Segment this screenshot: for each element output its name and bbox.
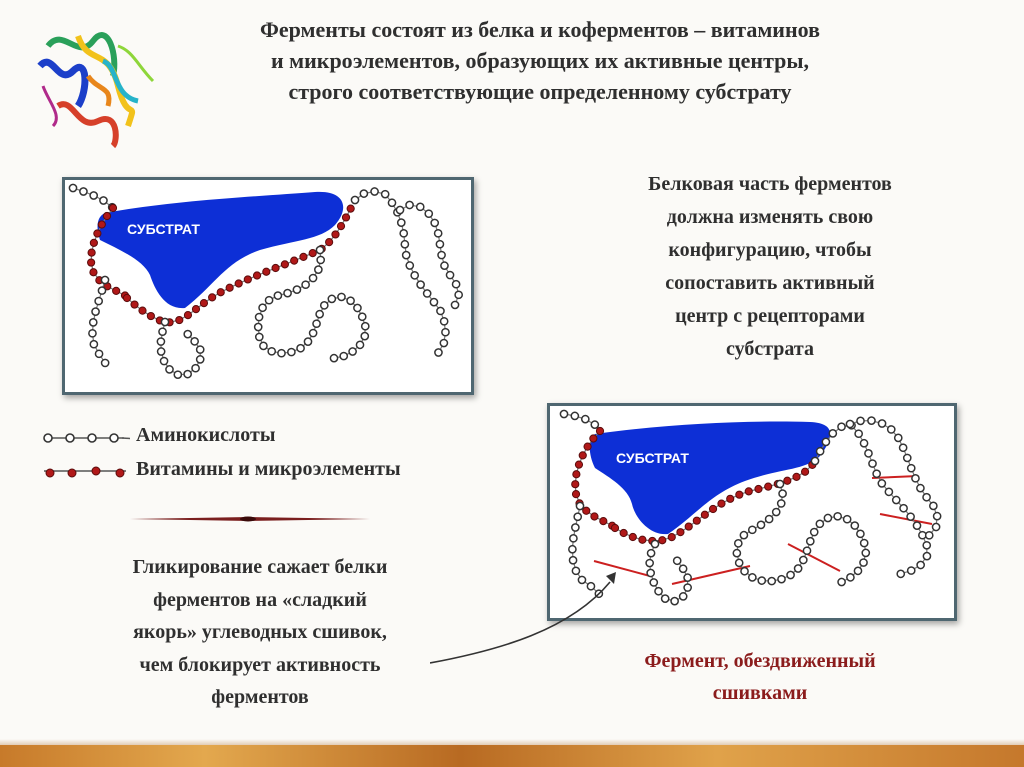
- vitamin-bead: [113, 287, 120, 294]
- amino-acid-bead: [197, 346, 204, 353]
- slide-title: [160, 14, 920, 107]
- amino-acid-bead: [857, 530, 864, 537]
- amino-acid-bead: [425, 210, 432, 217]
- amino-acid-bead: [776, 480, 783, 487]
- amino-acid-bead: [878, 420, 885, 427]
- vitamin-bead: [727, 495, 734, 502]
- amino-acid-bead: [278, 350, 285, 357]
- amino-acid-bead: [647, 569, 654, 576]
- text-line: ферментов на «сладкий: [153, 588, 367, 611]
- amino-acid-bead: [430, 299, 437, 306]
- vitamin-bead: [600, 517, 607, 524]
- amino-acid-bead: [316, 246, 323, 253]
- text-line: Белковая часть ферментов: [648, 173, 892, 195]
- amino-acid-bead: [382, 191, 389, 198]
- amino-acid-bead: [680, 565, 687, 572]
- amino-acid-bead: [684, 584, 691, 591]
- amino-acid-bead: [159, 328, 166, 335]
- amino-acid-bead: [811, 457, 818, 464]
- amino-acid-bead: [396, 206, 403, 213]
- amino-acid-bead: [157, 338, 164, 345]
- amino-acid-bead: [451, 301, 458, 308]
- vitamin-bead: [337, 223, 344, 230]
- vitamin-bead: [572, 491, 579, 498]
- vitamin-bead: [192, 306, 199, 313]
- amino-acid-bead: [360, 190, 367, 197]
- amino-acid-bead: [313, 320, 320, 327]
- amino-acid-bead: [417, 203, 424, 210]
- amino-acid-bead: [897, 570, 904, 577]
- amino-acid-bead: [912, 475, 919, 482]
- amino-acid-bead: [800, 556, 807, 563]
- amino-acid-bead: [923, 553, 930, 560]
- amino-acid-bead: [441, 262, 448, 269]
- amino-acid-bead: [647, 550, 654, 557]
- vitamin-bead: [583, 507, 590, 514]
- vitamin-bead: [88, 259, 95, 266]
- amino-acid-bead: [161, 318, 168, 325]
- amino-acid-bead: [757, 521, 764, 528]
- amino-acid-bead: [900, 505, 907, 512]
- amino-acid-bead: [184, 331, 191, 338]
- amino-acid-bead: [417, 281, 424, 288]
- amino-acid-bead: [822, 438, 829, 445]
- amino-acid-bead: [265, 297, 272, 304]
- amino-acid-bead: [847, 574, 854, 581]
- amino-acid-bead: [317, 256, 324, 263]
- amino-acid-bead: [90, 192, 97, 199]
- amino-acid-bead: [442, 329, 449, 336]
- vitamin-bead: [281, 261, 288, 268]
- amino-acid-bead: [778, 576, 785, 583]
- amino-acid-bead: [435, 230, 442, 237]
- amino-acid-bead: [768, 577, 775, 584]
- footer-band: [0, 745, 1024, 767]
- amino-acid-bead: [650, 579, 657, 586]
- caption-line: сшивками: [712, 682, 808, 704]
- amino-acid-bead: [260, 342, 267, 349]
- amino-acid-bead: [184, 370, 191, 377]
- amino-acid-bead: [749, 574, 756, 581]
- amino-acid-bead: [893, 496, 900, 503]
- vitamin-bead: [263, 268, 270, 275]
- amino-acid-bead: [268, 348, 275, 355]
- amino-acid-bead: [908, 567, 915, 574]
- amino-acid-bead: [934, 513, 941, 520]
- protein-part-description: [585, 168, 955, 366]
- vitamin-bead: [668, 534, 675, 541]
- amino-acid-bead: [403, 252, 410, 259]
- amino-acid-bead: [885, 488, 892, 495]
- amino-acid-bead: [174, 371, 181, 378]
- vitamin-bead: [184, 312, 191, 319]
- amino-acid-bead: [838, 423, 845, 430]
- amino-acid-bead: [95, 297, 102, 304]
- amino-acid-bead: [857, 417, 864, 424]
- amino-acid-bead: [779, 490, 786, 497]
- amino-acid-bead: [907, 513, 914, 520]
- amino-acid-bead: [192, 365, 199, 372]
- amino-acid-bead: [851, 522, 858, 529]
- text-line: конфигурацию, чтобы: [668, 239, 872, 261]
- amino-acid-bead: [351, 196, 358, 203]
- amino-acid-bead: [431, 219, 438, 226]
- amino-acid-bead: [749, 526, 756, 533]
- amino-acid-bead: [359, 313, 366, 320]
- amino-acid-bead: [582, 416, 589, 423]
- amino-acid-bead: [917, 485, 924, 492]
- amino-acid-bead: [435, 349, 442, 356]
- vitamin-bead: [591, 513, 598, 520]
- amino-acid-bead: [338, 293, 345, 300]
- vitamin-bead: [611, 524, 618, 531]
- amino-acid-bead: [684, 574, 691, 581]
- amino-acid-bead: [328, 295, 335, 302]
- vitamin-bead: [575, 461, 582, 468]
- amino-acid-bead: [361, 333, 368, 340]
- vitamin-bead: [109, 204, 116, 211]
- amino-acid-bead: [807, 538, 814, 545]
- amino-acid-bead: [862, 549, 869, 556]
- amino-acid-bead: [671, 598, 678, 605]
- amino-acid-bead: [424, 290, 431, 297]
- vitamin-bead: [309, 249, 316, 256]
- amino-acid-bead: [101, 276, 108, 283]
- amino-acid-bead: [900, 444, 907, 451]
- text-line: чем блокирует активность: [139, 653, 381, 676]
- amino-acid-bead: [411, 272, 418, 279]
- vitamin-bead: [176, 316, 183, 323]
- amino-acid-bead: [309, 274, 316, 281]
- vitamin-bead: [200, 299, 207, 306]
- amino-acid-bead: [436, 241, 443, 248]
- vitamin-bead: [147, 312, 154, 319]
- vitamin-bead: [131, 301, 138, 308]
- amino-acid-bead: [860, 559, 867, 566]
- amino-acid-bead: [92, 308, 99, 315]
- amino-acid-bead: [452, 281, 459, 288]
- amino-acid-bead: [440, 339, 447, 346]
- vitamin-bead: [590, 435, 597, 442]
- vitamin-bead: [701, 511, 708, 518]
- amino-acid-bead: [868, 417, 875, 424]
- vitamin-bead: [217, 289, 224, 296]
- protein-structure-icon: [18, 6, 178, 166]
- amino-acid-bead: [166, 366, 173, 373]
- amino-acid-bead: [844, 516, 851, 523]
- amino-acid-bead: [572, 524, 579, 531]
- amino-acid-bead: [655, 588, 662, 595]
- amino-acid-bead: [362, 323, 369, 330]
- vitamin-bead: [90, 269, 97, 276]
- amino-acid-bead: [570, 535, 577, 542]
- amino-acid-bead: [293, 286, 300, 293]
- amino-acid-bead: [406, 262, 413, 269]
- amino-acid-bead: [255, 323, 262, 330]
- amino-acid-bead: [923, 542, 930, 549]
- vitamin-bead: [584, 443, 591, 450]
- amino-acid-bead: [347, 297, 354, 304]
- amino-acid-bead: [838, 578, 845, 585]
- amino-acid-bead: [662, 595, 669, 602]
- vitamin-bead: [596, 427, 603, 434]
- vitamin-bead: [326, 239, 333, 246]
- amino-acid-bead: [98, 287, 105, 294]
- vitamin-bead: [98, 221, 105, 228]
- vitamin-bead: [272, 264, 279, 271]
- amino-acid-bead: [371, 188, 378, 195]
- amino-acid-bead: [197, 356, 204, 363]
- vitamin-bead: [801, 468, 808, 475]
- amino-acid-bead: [349, 348, 356, 355]
- amino-acid-bead: [778, 500, 785, 507]
- amino-acid-bead: [908, 465, 915, 472]
- enzyme-diagram-active: [62, 177, 474, 395]
- amino-acid-bead: [766, 515, 773, 522]
- amino-acid-bead: [824, 514, 831, 521]
- caption-line: Фермент, обездвиженный: [644, 650, 876, 672]
- vitamin-bead: [709, 505, 716, 512]
- amino-acid-bead: [438, 251, 445, 258]
- amino-acid-bead: [861, 539, 868, 546]
- vitamin-bead: [784, 477, 791, 484]
- amino-acid-bead: [354, 304, 361, 311]
- vitamin-bead: [718, 500, 725, 507]
- text-line: должна изменять свою: [666, 206, 874, 228]
- text-line: центр с рецепторами: [675, 305, 865, 327]
- crosslink: [880, 514, 932, 524]
- amino-acid-bead: [917, 561, 924, 568]
- vitamin-bead: [755, 485, 762, 492]
- amino-acid-bead: [455, 291, 462, 298]
- amino-acid-bead: [758, 577, 765, 584]
- vitamin-bead: [226, 284, 233, 291]
- amino-acid-bead: [787, 571, 794, 578]
- amino-acid-bead: [930, 502, 937, 509]
- amino-acid-bead: [735, 540, 742, 547]
- vitamin-bead: [291, 257, 298, 264]
- amino-acid-bead: [191, 338, 198, 345]
- vitamin-bead: [139, 307, 146, 314]
- amino-acid-bead: [923, 494, 930, 501]
- amino-acid-bead: [816, 520, 823, 527]
- amino-acid-bead: [576, 502, 583, 509]
- amino-acid-bead: [651, 540, 658, 547]
- vitamin-bead: [332, 231, 339, 238]
- vitamin-bead: [342, 214, 349, 221]
- amino-acid-bead: [574, 513, 581, 520]
- title-line: Ферменты состоят из белка и коферментов – витаминов: [259, 17, 820, 42]
- vitamin-bead: [235, 280, 242, 287]
- amino-acid-bead: [733, 550, 740, 557]
- immobilized-enzyme-caption: [560, 645, 960, 709]
- amino-acid-bead: [865, 450, 872, 457]
- amino-acid-bead: [297, 345, 304, 352]
- amino-acid-bead: [406, 201, 413, 208]
- substrate-label: СУБСТРАТ: [616, 450, 689, 466]
- amino-acid-bead: [873, 470, 880, 477]
- amino-acid-bead: [811, 528, 818, 535]
- vitamin-bead: [300, 253, 307, 260]
- substrate-label: СУБСТРАТ: [127, 221, 200, 237]
- title-line: и микроэлементов, образующих их активные центры,: [270, 48, 810, 73]
- amino-acid-bead: [888, 426, 895, 433]
- text-line: субстрата: [726, 338, 814, 360]
- amino-acid-bead: [829, 430, 836, 437]
- enzyme-chain-active: [65, 180, 471, 392]
- amino-acid-bead: [259, 304, 266, 311]
- vitamin-bead: [209, 294, 216, 301]
- vitamin-bead: [765, 483, 772, 490]
- vitamin-bead: [745, 488, 752, 495]
- legend-amino-label: Аминокислоты: [136, 424, 276, 446]
- vitamin-bead: [253, 272, 260, 279]
- legend-vitamin-label: Витамины и микроэлементы: [136, 458, 401, 480]
- glycation-description: [60, 551, 460, 714]
- text-line: якорь» углеводных сшивок,: [133, 621, 387, 643]
- vitamin-bead: [90, 239, 97, 246]
- amino-acid-bead: [740, 532, 747, 539]
- amino-acid-bead: [803, 547, 810, 554]
- amino-acid-bead: [773, 508, 780, 515]
- amino-acid-bead: [284, 290, 291, 297]
- amino-acid-bead: [90, 319, 97, 326]
- vitamin-bead: [677, 529, 684, 536]
- amino-acid-bead: [315, 266, 322, 273]
- vitamin-bead: [572, 481, 579, 488]
- amino-acid-bead: [388, 199, 395, 206]
- amino-acid-bead: [560, 410, 567, 417]
- amino-acid-bead: [591, 421, 598, 428]
- amino-acid-bead: [356, 341, 363, 348]
- amino-acid-bead: [158, 348, 165, 355]
- amino-acid-bead: [321, 302, 328, 309]
- amino-acid-bead: [302, 281, 309, 288]
- amino-acid-bead: [437, 307, 444, 314]
- amino-acid-bead: [95, 350, 102, 357]
- amino-acid-bead: [571, 412, 578, 419]
- amino-acid-legend-icon: [40, 428, 130, 448]
- amino-acid-bead: [855, 430, 862, 437]
- amino-acid-bead: [69, 184, 76, 191]
- vitamin-legend-icon: [40, 461, 130, 481]
- amino-acid-bead: [854, 567, 861, 574]
- amino-acid-bead: [736, 559, 743, 566]
- amino-acid-bead: [310, 329, 317, 336]
- amino-acid-bead: [817, 448, 824, 455]
- vitamin-bead: [629, 533, 636, 540]
- amino-acid-bead: [674, 557, 681, 564]
- vitamin-bead: [88, 249, 95, 256]
- amino-acid-bead: [878, 480, 885, 487]
- text-line: Гликирование сажает белки: [132, 556, 388, 578]
- vitamin-bead: [793, 473, 800, 480]
- amino-acid-bead: [926, 532, 933, 539]
- amino-acid-bead: [288, 348, 295, 355]
- vitamin-bead: [347, 205, 354, 212]
- amino-acid-bead: [398, 219, 405, 226]
- amino-acid-bead: [401, 241, 408, 248]
- amino-acid-bead: [256, 333, 263, 340]
- amino-acid-bead: [446, 271, 453, 278]
- amino-acid-bead: [860, 440, 867, 447]
- vitamin-bead: [620, 529, 627, 536]
- vitamin-bead: [573, 471, 580, 478]
- vitamin-bead: [123, 294, 130, 301]
- vitamin-bead: [579, 452, 586, 459]
- amino-acid-bead: [741, 568, 748, 575]
- amino-acid-bead: [304, 338, 311, 345]
- text-line: сопоставить активный: [665, 272, 875, 294]
- divider-ornament: [130, 515, 370, 523]
- amino-acid-bead: [569, 546, 576, 553]
- amino-acid-bead: [330, 355, 337, 362]
- amino-acid-bead: [795, 565, 802, 572]
- amino-acid-bead: [316, 311, 323, 318]
- vitamin-bead: [94, 230, 101, 237]
- amino-acid-bead: [895, 434, 902, 441]
- text-line: ферментов: [211, 686, 309, 708]
- amino-acid-bead: [869, 460, 876, 467]
- amino-acid-bead: [274, 292, 281, 299]
- amino-acid-bead: [932, 523, 939, 530]
- amino-acid-bead: [80, 188, 87, 195]
- amino-acid-bead: [441, 318, 448, 325]
- vitamin-bead: [103, 212, 110, 219]
- amino-acid-bead: [100, 197, 107, 204]
- amino-acid-bead: [400, 230, 407, 237]
- amino-acid-bead: [90, 341, 97, 348]
- amino-acid-bead: [89, 330, 96, 337]
- amino-acid-bead: [340, 352, 347, 359]
- amino-acid-bead: [913, 522, 920, 529]
- title-line: строго соответствующие определенному субстрату: [288, 79, 792, 104]
- vitamin-bead: [736, 491, 743, 498]
- amino-acid-bead: [680, 593, 687, 600]
- amino-acid-bead: [834, 513, 841, 520]
- amino-acid-bead: [255, 313, 262, 320]
- amino-acid-bead: [846, 420, 853, 427]
- vitamin-bead: [659, 537, 666, 544]
- amino-acid-bead: [646, 559, 653, 566]
- vitamin-bead: [639, 536, 646, 543]
- vitamin-bead: [244, 276, 251, 283]
- amino-acid-bead: [904, 454, 911, 461]
- amino-acid-bead: [160, 357, 167, 364]
- vitamin-bead: [693, 517, 700, 524]
- amino-acid-bead: [102, 359, 109, 366]
- vitamin-bead: [685, 523, 692, 530]
